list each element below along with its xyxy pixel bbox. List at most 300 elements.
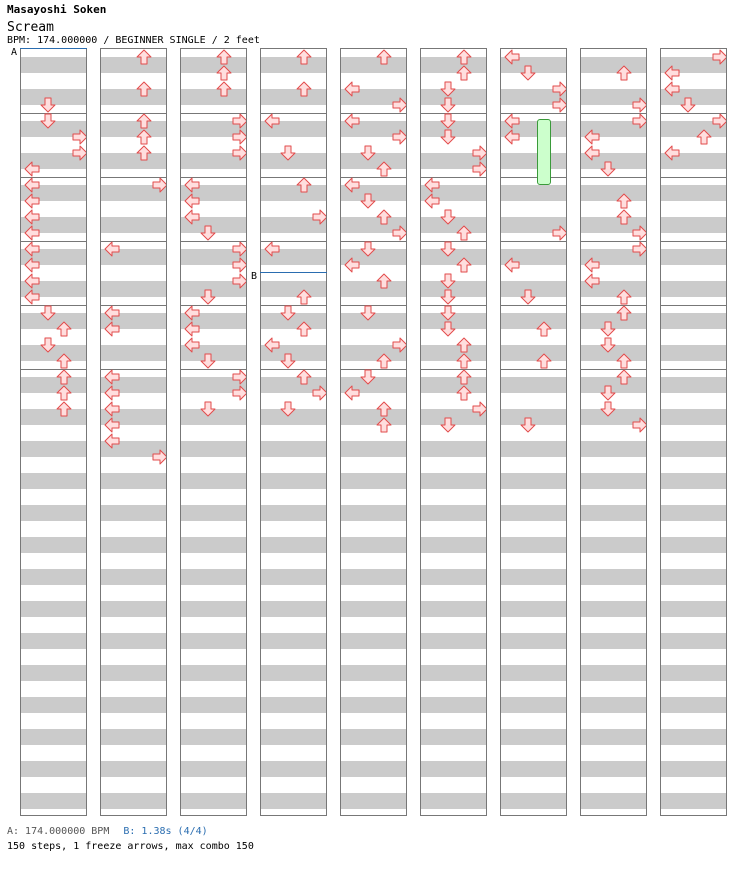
measure-line — [661, 369, 726, 370]
beat-band — [341, 665, 406, 681]
arrow-down-icon — [360, 145, 376, 161]
arrow-left-icon — [344, 257, 360, 273]
arrow-right-icon — [232, 241, 247, 257]
beat-band — [101, 121, 166, 137]
arrow-up-icon — [616, 209, 632, 225]
beat-band — [101, 601, 166, 617]
beat-band — [581, 793, 646, 809]
beat-band — [501, 633, 566, 649]
arrow-down-icon — [440, 417, 456, 433]
arrow-left-icon — [184, 337, 200, 353]
arrow-right-icon — [232, 385, 247, 401]
beat-band — [261, 601, 326, 617]
beat-band — [501, 505, 566, 521]
arrow-left-icon — [184, 177, 200, 193]
arrow-up-icon — [616, 65, 632, 81]
arrow-left-icon — [584, 145, 600, 161]
arrow-up-icon — [296, 49, 312, 65]
arrow-right-icon — [312, 209, 327, 225]
chart-column — [100, 48, 167, 816]
arrow-left-icon — [264, 337, 280, 353]
arrow-right-icon — [472, 401, 487, 417]
beat-band — [181, 697, 246, 713]
chart-column — [260, 48, 327, 816]
arrow-down-icon — [440, 273, 456, 289]
beat-band — [21, 473, 86, 489]
arrow-up-icon — [216, 49, 232, 65]
beat-band — [581, 665, 646, 681]
beat-band — [261, 761, 326, 777]
arrow-up-icon — [136, 113, 152, 129]
beat-band — [101, 505, 166, 521]
arrow-right-icon — [232, 273, 247, 289]
beat-band — [501, 665, 566, 681]
beat-band — [261, 697, 326, 713]
arrow-left-icon — [264, 113, 280, 129]
arrow-down-icon — [520, 65, 536, 81]
arrow-left-icon — [184, 193, 200, 209]
bpm-note: A: 174.000000 BPM — [7, 826, 110, 837]
arrow-left-icon — [584, 129, 600, 145]
arrow-left-icon — [584, 273, 600, 289]
beat-band — [501, 441, 566, 457]
chart-info: BPM: 174.000000 / BEGINNER SINGLE / 2 feet — [7, 35, 260, 46]
beat-band — [421, 601, 486, 617]
beat-band — [421, 473, 486, 489]
beat-band — [181, 601, 246, 617]
beat-band — [661, 537, 726, 553]
beat-band — [101, 537, 166, 553]
beat-band — [181, 537, 246, 553]
beat-band — [341, 57, 406, 73]
measure-line — [421, 369, 486, 370]
beat-band — [421, 793, 486, 809]
beat-band — [181, 441, 246, 457]
arrow-down-icon — [600, 161, 616, 177]
beat-band — [421, 57, 486, 73]
beat-band — [341, 697, 406, 713]
arrow-left-icon — [184, 209, 200, 225]
arrow-right-icon — [152, 449, 167, 465]
arrow-up-icon — [56, 369, 72, 385]
beat-band — [261, 793, 326, 809]
beat-band — [581, 441, 646, 457]
arrow-up-icon — [136, 145, 152, 161]
beat-band — [21, 665, 86, 681]
stop-note: B: 1.38s (4/4) — [123, 826, 208, 837]
arrow-right-icon — [232, 129, 247, 145]
footer-summary: 150 steps, 1 freeze arrows, max combo 150 — [7, 841, 254, 852]
beat-band — [101, 633, 166, 649]
beat-band — [181, 505, 246, 521]
arrow-left-icon — [104, 401, 120, 417]
arrow-up-icon — [376, 161, 392, 177]
chart-column — [20, 48, 87, 816]
beat-band — [661, 249, 726, 265]
arrow-down-icon — [680, 97, 696, 113]
arrow-left-icon — [504, 129, 520, 145]
arrow-right-icon — [232, 257, 247, 273]
chart-artist: Masayoshi Soken — [7, 3, 107, 16]
beat-band — [661, 505, 726, 521]
arrow-right-icon — [152, 177, 167, 193]
beat-band — [101, 57, 166, 73]
arrow-up-icon — [56, 321, 72, 337]
beat-band — [341, 569, 406, 585]
measure-line — [261, 369, 326, 370]
arrow-left-icon — [104, 241, 120, 257]
chart-column — [180, 48, 247, 816]
arrow-left-icon — [664, 81, 680, 97]
beat-band — [101, 697, 166, 713]
beat-band — [661, 185, 726, 201]
beat-band — [421, 729, 486, 745]
measure-line — [661, 177, 726, 178]
beat-band — [661, 473, 726, 489]
measure-line — [661, 305, 726, 306]
beat-band — [501, 153, 566, 169]
arrow-up-icon — [216, 81, 232, 97]
beat-band — [661, 761, 726, 777]
arrow-right-icon — [392, 129, 407, 145]
beat-band — [181, 569, 246, 585]
arrow-up-icon — [296, 81, 312, 97]
beat-band — [501, 601, 566, 617]
arrow-up-icon — [376, 273, 392, 289]
beat-band — [261, 729, 326, 745]
beat-band — [181, 57, 246, 73]
arrow-right-icon — [632, 417, 647, 433]
arrow-up-icon — [696, 129, 712, 145]
arrow-right-icon — [552, 225, 567, 241]
beat-band — [181, 761, 246, 777]
beat-band — [341, 537, 406, 553]
arrow-up-icon — [296, 289, 312, 305]
arrow-up-icon — [536, 321, 552, 337]
arrow-right-icon — [232, 113, 247, 129]
arrow-left-icon — [584, 257, 600, 273]
arrow-left-icon — [504, 49, 520, 65]
beat-band — [101, 793, 166, 809]
arrow-right-icon — [632, 241, 647, 257]
beat-band — [661, 697, 726, 713]
arrow-down-icon — [440, 241, 456, 257]
arrow-down-icon — [440, 81, 456, 97]
beat-band — [341, 633, 406, 649]
measure-line — [501, 241, 566, 242]
beat-band — [581, 697, 646, 713]
beat-band — [661, 217, 726, 233]
beat-band — [101, 345, 166, 361]
beat-band — [501, 761, 566, 777]
arrow-up-icon — [216, 65, 232, 81]
beat-band — [261, 185, 326, 201]
beat-band — [21, 793, 86, 809]
arrow-up-icon — [456, 257, 472, 273]
beat-band — [581, 537, 646, 553]
beat-band — [21, 537, 86, 553]
arrow-down-icon — [40, 337, 56, 353]
beat-band — [421, 569, 486, 585]
beat-band — [101, 665, 166, 681]
beat-band — [581, 185, 646, 201]
arrow-left-icon — [424, 177, 440, 193]
beat-band — [181, 729, 246, 745]
arrow-right-icon — [72, 129, 87, 145]
arrow-down-icon — [40, 305, 56, 321]
beat-band — [421, 761, 486, 777]
chart-column — [500, 48, 567, 816]
arrow-down-icon — [440, 113, 456, 129]
arrow-down-icon — [440, 321, 456, 337]
beat-band — [21, 377, 86, 393]
arrow-right-icon — [72, 145, 87, 161]
beat-band — [661, 313, 726, 329]
beat-band — [261, 441, 326, 457]
beat-band — [21, 697, 86, 713]
arrow-right-icon — [712, 49, 727, 65]
arrow-right-icon — [392, 225, 407, 241]
arrow-down-icon — [200, 225, 216, 241]
measure-line — [501, 369, 566, 370]
beat-band — [341, 601, 406, 617]
beat-band — [341, 281, 406, 297]
arrow-down-icon — [360, 193, 376, 209]
beat-band — [261, 537, 326, 553]
beat-band — [261, 569, 326, 585]
arrow-left-icon — [24, 257, 40, 273]
arrow-up-icon — [456, 49, 472, 65]
beat-band — [581, 601, 646, 617]
beat-band — [501, 793, 566, 809]
arrow-down-icon — [600, 321, 616, 337]
beat-band — [501, 185, 566, 201]
measure-line — [581, 305, 646, 306]
arrow-down-icon — [280, 401, 296, 417]
beat-band — [261, 505, 326, 521]
arrow-left-icon — [104, 305, 120, 321]
arrow-left-icon — [24, 289, 40, 305]
arrow-down-icon — [360, 369, 376, 385]
arrow-up-icon — [376, 49, 392, 65]
arrow-left-icon — [344, 81, 360, 97]
arrow-down-icon — [360, 241, 376, 257]
beat-band — [421, 441, 486, 457]
arrow-up-icon — [56, 353, 72, 369]
beat-band — [421, 633, 486, 649]
arrow-left-icon — [184, 321, 200, 337]
beat-band — [501, 537, 566, 553]
measure-line — [21, 369, 86, 370]
arrow-up-icon — [456, 353, 472, 369]
beat-band — [261, 665, 326, 681]
beat-band — [341, 473, 406, 489]
beat-band — [101, 569, 166, 585]
beat-band — [21, 601, 86, 617]
measure-line — [261, 177, 326, 178]
arrow-right-icon — [632, 113, 647, 129]
footer-timing — [7, 826, 208, 837]
timing-marker-line — [20, 48, 87, 49]
arrow-down-icon — [200, 353, 216, 369]
arrow-left-icon — [24, 177, 40, 193]
arrow-down-icon — [600, 385, 616, 401]
beat-band — [501, 345, 566, 361]
arrow-right-icon — [552, 97, 567, 113]
arrow-left-icon — [664, 145, 680, 161]
beat-band — [661, 281, 726, 297]
chart-column — [420, 48, 487, 816]
arrow-down-icon — [440, 97, 456, 113]
beat-band — [261, 281, 326, 297]
beat-band — [661, 441, 726, 457]
measure-line — [581, 369, 646, 370]
beat-band — [101, 473, 166, 489]
arrow-down-icon — [440, 289, 456, 305]
beat-band — [261, 633, 326, 649]
arrow-down-icon — [600, 337, 616, 353]
beat-band — [181, 665, 246, 681]
arrow-left-icon — [24, 209, 40, 225]
chart-title: Scream — [7, 20, 54, 35]
arrow-up-icon — [376, 209, 392, 225]
arrow-left-icon — [264, 241, 280, 257]
arrow-up-icon — [376, 401, 392, 417]
arrow-down-icon — [280, 305, 296, 321]
beat-band — [501, 697, 566, 713]
arrow-down-icon — [520, 289, 536, 305]
arrow-left-icon — [344, 113, 360, 129]
timing-marker-label: A — [11, 47, 18, 58]
beat-band — [581, 505, 646, 521]
arrow-left-icon — [664, 65, 680, 81]
beat-band — [101, 761, 166, 777]
arrow-up-icon — [456, 337, 472, 353]
arrow-up-icon — [456, 369, 472, 385]
beat-band — [261, 89, 326, 105]
beat-band — [341, 729, 406, 745]
beat-band — [21, 569, 86, 585]
beat-band — [261, 57, 326, 73]
arrow-left-icon — [504, 257, 520, 273]
beat-band — [421, 377, 486, 393]
beat-band — [261, 473, 326, 489]
beat-band — [661, 345, 726, 361]
arrow-right-icon — [712, 113, 727, 129]
arrow-down-icon — [520, 417, 536, 433]
beat-band — [101, 89, 166, 105]
beat-band — [661, 793, 726, 809]
arrow-up-icon — [456, 225, 472, 241]
chart-column — [340, 48, 407, 816]
measure-line — [661, 241, 726, 242]
beat-band — [21, 729, 86, 745]
beat-band — [181, 793, 246, 809]
arrow-down-icon — [280, 353, 296, 369]
beat-band — [661, 665, 726, 681]
arrow-down-icon — [440, 305, 456, 321]
arrow-left-icon — [424, 193, 440, 209]
arrow-up-icon — [536, 353, 552, 369]
beat-band — [101, 153, 166, 169]
beat-band — [21, 505, 86, 521]
arrow-up-icon — [136, 81, 152, 97]
arrow-up-icon — [56, 401, 72, 417]
arrow-down-icon — [40, 97, 56, 113]
measure-line — [581, 177, 646, 178]
beat-band — [21, 441, 86, 457]
beat-band — [21, 633, 86, 649]
beat-band — [101, 217, 166, 233]
beat-band — [661, 633, 726, 649]
arrow-left-icon — [24, 193, 40, 209]
arrow-left-icon — [344, 177, 360, 193]
arrow-up-icon — [616, 305, 632, 321]
arrow-left-icon — [24, 241, 40, 257]
arrow-up-icon — [616, 369, 632, 385]
beat-band — [581, 473, 646, 489]
beat-band — [421, 665, 486, 681]
arrow-up-icon — [296, 177, 312, 193]
arrow-up-icon — [616, 193, 632, 209]
chart-column — [580, 48, 647, 816]
beat-band — [181, 633, 246, 649]
beat-band — [341, 409, 406, 425]
chart-column — [660, 48, 727, 816]
beat-band — [101, 729, 166, 745]
arrow-up-icon — [456, 385, 472, 401]
arrow-up-icon — [296, 369, 312, 385]
measure-line — [501, 305, 566, 306]
beat-band — [661, 729, 726, 745]
arrow-right-icon — [232, 369, 247, 385]
beat-band — [341, 793, 406, 809]
arrow-left-icon — [344, 385, 360, 401]
arrow-down-icon — [600, 401, 616, 417]
arrow-right-icon — [392, 337, 407, 353]
arrow-down-icon — [40, 113, 56, 129]
beat-band — [181, 89, 246, 105]
beat-band — [421, 697, 486, 713]
arrow-down-icon — [280, 145, 296, 161]
arrow-left-icon — [24, 225, 40, 241]
beat-band — [181, 473, 246, 489]
arrow-up-icon — [616, 289, 632, 305]
freeze-arrow-body — [537, 119, 551, 185]
arrow-left-icon — [104, 385, 120, 401]
arrow-left-icon — [504, 113, 520, 129]
beat-band — [341, 441, 406, 457]
beat-band — [101, 281, 166, 297]
arrow-left-icon — [104, 433, 120, 449]
arrow-right-icon — [632, 225, 647, 241]
arrow-up-icon — [616, 353, 632, 369]
beat-band — [661, 377, 726, 393]
beat-band — [501, 569, 566, 585]
arrow-up-icon — [136, 49, 152, 65]
arrow-down-icon — [440, 129, 456, 145]
beat-band — [421, 345, 486, 361]
beat-band — [421, 537, 486, 553]
beat-band — [661, 601, 726, 617]
arrow-up-icon — [136, 129, 152, 145]
beat-band — [581, 761, 646, 777]
arrow-left-icon — [24, 161, 40, 177]
beat-band — [341, 761, 406, 777]
timing-marker-line — [260, 272, 327, 273]
arrow-up-icon — [376, 353, 392, 369]
beat-band — [501, 377, 566, 393]
